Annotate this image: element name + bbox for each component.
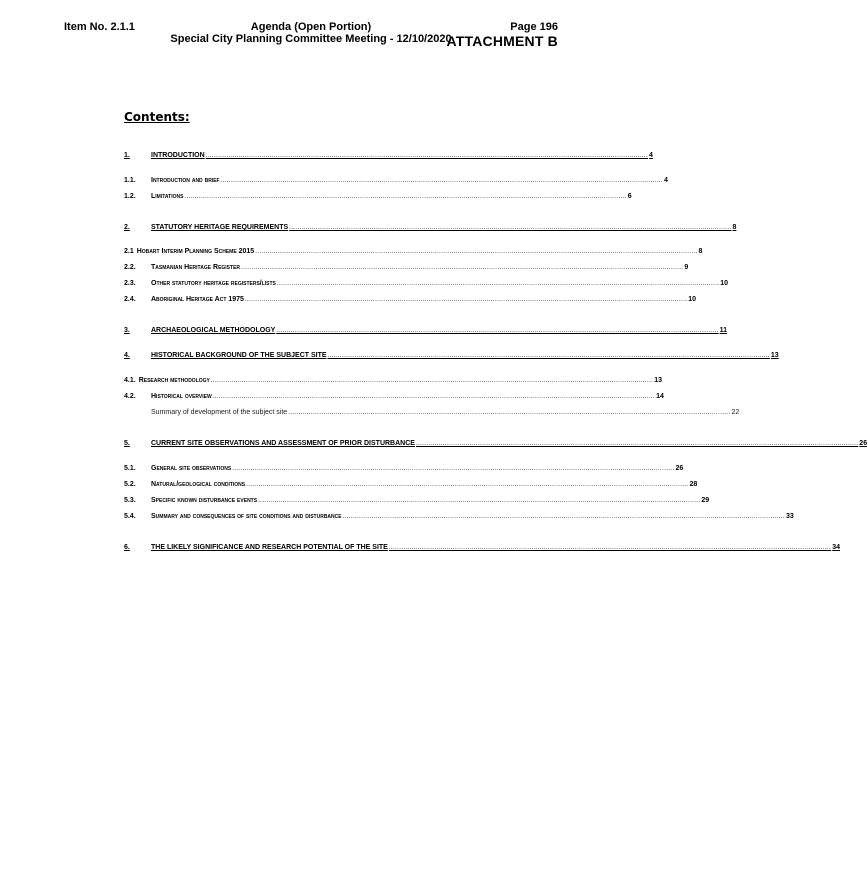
toc-leader: ...................................................................................................................................................................................................................... — [246, 482, 689, 488]
attachment-label: ATTACHMENT B — [446, 33, 558, 49]
toc-number: 2.4. — [124, 296, 136, 303]
toc-leader: ...................................................................................................................................................................................................................... — [276, 281, 720, 287]
toc-leader: ...................................................................................................................................................................................................................... — [288, 410, 731, 416]
toc-page: 10 — [720, 280, 729, 287]
agenda-title: Agenda (Open Portion) — [250, 21, 372, 33]
toc-title: CURRENT SITE OBSERVATIONS AND ASSESSMENT OF PRIOR DISTURBANCE — [151, 440, 415, 447]
toc-leader: ...................................................................................................................................................................................................................... — [289, 225, 732, 231]
toc-title: ARCHAEOLOGICAL METHODOLOGY — [151, 327, 276, 334]
toc-number: 2.3. — [124, 280, 136, 287]
toc-entry-5-3[interactable] — [124, 492, 710, 504]
toc-number: 2.1 — [124, 248, 134, 255]
toc-number: 6. — [124, 544, 130, 551]
toc-title: Research methodology — [138, 377, 210, 384]
toc-entry-5[interactable] — [124, 435, 867, 447]
toc-number: 5.2. — [124, 481, 136, 488]
toc-title: STATUTORY HERITAGE REQUIREMENTS — [151, 224, 289, 231]
toc-title: Hobart Interim Planning Scheme 2015 — [136, 248, 255, 255]
toc-leader: ...................................................................................................................................................................................................................... — [327, 353, 770, 359]
toc-title: HISTORICAL BACKGROUND OF THE SUBJECT SITE — [151, 352, 327, 359]
toc-leader: ...................................................................................................................................................................................................................... — [184, 194, 627, 200]
toc-title: Historical overview — [151, 393, 212, 400]
item-number: Item No. 2.1.1 — [64, 21, 135, 33]
toc-entry-5-2[interactable] — [124, 476, 698, 488]
toc-page: 8 — [732, 224, 737, 231]
toc-entry-2-3[interactable] — [124, 275, 729, 287]
toc-entry-4[interactable] — [124, 347, 779, 359]
toc-number: 1.2. — [124, 193, 136, 200]
toc-title: Tasmanian Heritage Register — [151, 264, 241, 271]
toc-entry-5-4[interactable] — [124, 508, 794, 520]
toc-title: THE LIKELY SIGNIFICANCE AND RESEARCH POTENTIAL OF THE SITE — [151, 544, 388, 551]
toc-page: 9 — [684, 264, 689, 271]
toc-page: 6 — [627, 193, 632, 200]
toc-title: Summary and consequences of site conditions and disturbance — [151, 513, 342, 520]
toc-entry-2[interactable] — [124, 219, 737, 231]
toc-title: INTRODUCTION — [151, 152, 205, 159]
toc-entry-6[interactable] — [124, 539, 840, 551]
toc-number: 4. — [124, 352, 130, 359]
toc-number: 2.2. — [124, 264, 136, 271]
toc-page: 4 — [663, 177, 668, 184]
toc-entry-summary[interactable] — [124, 404, 740, 416]
toc-page: 11 — [719, 327, 728, 334]
toc-leader: ...................................................................................................................................................................................................................... — [388, 545, 832, 551]
toc-number: 5. — [124, 440, 130, 447]
toc-number: 3. — [124, 327, 130, 334]
toc-title: Limitations — [151, 193, 184, 200]
toc-entry-4-2[interactable] — [124, 388, 664, 400]
toc-leader: ...................................................................................................................................................................................................................... — [232, 466, 675, 472]
toc-title: Natural/geological conditions — [151, 481, 246, 488]
toc-number: 5.3. — [124, 497, 136, 504]
page-number: Page 196 — [510, 21, 558, 33]
toc-page: 4 — [649, 152, 653, 159]
toc-leader: ...................................................................................................................................................................................................................... — [220, 178, 663, 184]
toc-page: 33 — [785, 513, 794, 520]
toc-entry-5-1[interactable] — [124, 460, 684, 472]
toc-leader: ...................................................................................................................................................................................................................... — [205, 153, 649, 159]
toc-leader: ...................................................................................................................................................................................................................... — [241, 265, 684, 271]
toc-entry-4-1[interactable] — [124, 372, 662, 384]
toc-leader: ...................................................................................................................................................................................................................... — [342, 514, 785, 520]
toc-page: 13 — [770, 352, 779, 359]
toc-entry-1-1[interactable] — [124, 172, 668, 184]
toc-number: 4.2. — [124, 393, 136, 400]
toc-number: 5.4. — [124, 513, 136, 520]
toc-title: General site observations — [151, 465, 232, 472]
toc-page: 8 — [698, 248, 703, 255]
agenda-header — [150, 21, 472, 45]
toc-leader: ...................................................................................................................................................................................................................... — [212, 394, 656, 400]
toc-leader: ...................................................................................................................................................................................................................... — [210, 378, 654, 384]
toc-leader: ...................................................................................................................................................................................................................... — [258, 498, 701, 504]
toc-page: 26 — [859, 440, 867, 447]
toc-title: Specific known disturbance events — [151, 497, 258, 504]
toc-title: Introduction and brief — [151, 177, 220, 184]
toc-number: 1. — [124, 152, 130, 159]
toc-title: Summary of development of the subject site — [151, 409, 288, 416]
toc-title: Other statutory heritage registers/lists — [151, 280, 276, 287]
toc-page: 26 — [675, 465, 684, 472]
meeting-title: Special City Planning Committee Meeting - 12/10/2020 — [170, 33, 452, 45]
toc-number: 1.1. — [124, 177, 136, 184]
toc-number: 4.1. — [124, 377, 136, 384]
toc-entry-2-2[interactable] — [124, 259, 689, 271]
toc-page: 13 — [654, 377, 662, 384]
toc-entry-1-2[interactable] — [124, 188, 632, 200]
toc-leader: ...................................................................................................................................................................................................................... — [276, 328, 719, 334]
toc-page: 10 — [688, 296, 697, 303]
toc-entry-1[interactable] — [124, 147, 653, 159]
contents-heading: Contents: — [124, 110, 190, 124]
toc-entry-3[interactable] — [124, 322, 728, 334]
page-header — [446, 21, 558, 49]
toc-page: 34 — [832, 544, 840, 551]
toc-page: 22 — [731, 409, 740, 416]
toc-number: 5.1. — [124, 465, 136, 472]
toc-page: 14 — [656, 393, 664, 400]
toc-title: Aboriginal Heritage Act 1975 — [151, 296, 244, 303]
toc-page: 29 — [701, 497, 710, 504]
toc-entry-2-1[interactable] — [124, 243, 703, 255]
toc-number: 2. — [124, 224, 130, 231]
toc-leader: ...................................................................................................................................................................................................................... — [255, 249, 698, 255]
toc-leader: ...................................................................................................................................................................................................................... — [244, 297, 688, 303]
toc-leader: ...................................................................................................................................................................................................................... — [415, 441, 859, 447]
toc-page: 28 — [689, 481, 698, 488]
toc-entry-2-4[interactable] — [124, 291, 697, 303]
